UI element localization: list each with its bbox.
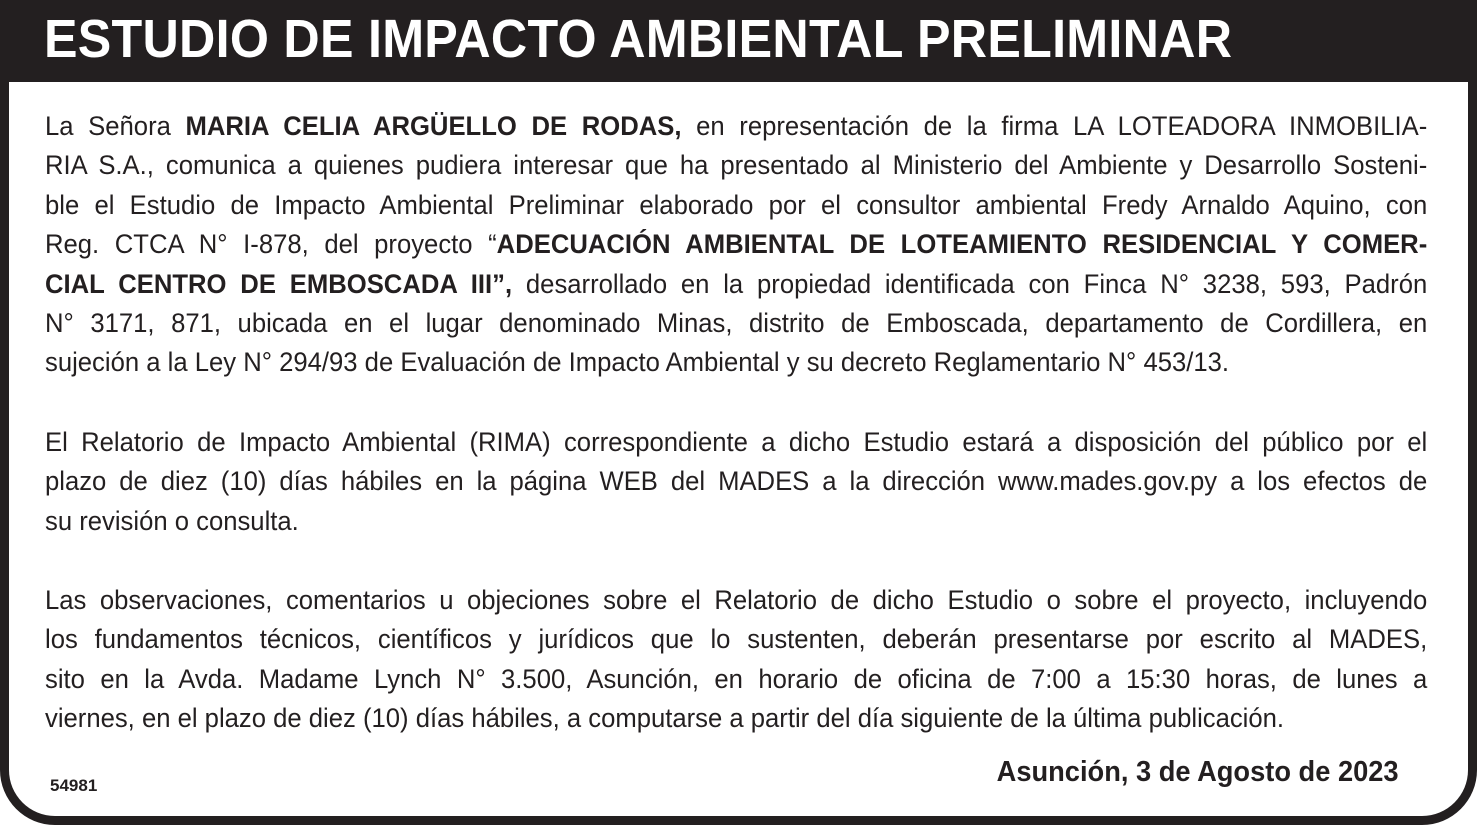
text-line: El Relatorio de Impacto Ambiental (RIMA) correspondiente a dicho Estudio estará a disposición del público por el bbox=[45, 426, 1428, 457]
notice-body bbox=[45, 107, 1427, 779]
text-segment: Reg. CTCA N° I-878, del proyecto “ bbox=[45, 229, 497, 260]
project-name-part-2: CIAL CENTRO DE EMBOSCADA III”, bbox=[45, 268, 513, 299]
reference-number: 54981 bbox=[50, 776, 98, 795]
text-line: su revisión o consulta. bbox=[45, 505, 299, 536]
notice-date: Asunción, 3 de Agosto de 2023 bbox=[997, 756, 1399, 788]
paragraph-rima-availability bbox=[45, 423, 1427, 541]
text-segment: desarrollado en la propiedad identificada con Finca N° 3238, 593, Padrón bbox=[512, 268, 1428, 299]
paragraph-announcement bbox=[45, 107, 1427, 383]
paragraph-observations bbox=[45, 581, 1427, 739]
text-line: sujeción a la Ley N° 294/93 de Evaluación de Impacto Ambiental y su decreto Reglamentario N° 453/13. bbox=[45, 347, 1230, 378]
representative-name: MARIA CELIA ARGÜELLO DE RODAS, bbox=[185, 111, 682, 141]
text-segment: La Señora bbox=[45, 111, 186, 141]
text-line: Las observaciones, comentarios u objeciones sobre el Relatorio de dicho Estudio o sobre el proyecto, incluyendo bbox=[45, 585, 1428, 616]
text-line bbox=[45, 107, 1427, 146]
text-line: ble el Estudio de Impacto Ambiental Preliminar elaborado por el consultor ambiental Fredy Arnaldo Aquino, con bbox=[45, 189, 1428, 220]
text-line: viernes, en el plazo de diez (10) días hábiles, a computarse a partir del día siguiente de la última publicación. bbox=[45, 703, 1285, 734]
text-line bbox=[45, 225, 1427, 264]
text-line: N° 3171, 871, ubicada en el lugar denominado Minas, distrito de Emboscada, departamento de Cordillera, en bbox=[45, 308, 1428, 339]
text-line: plazo de diez (10) días hábiles en la página WEB del MADES a la dirección www.mades.gov.py a los efectos de bbox=[45, 466, 1428, 497]
text-line bbox=[45, 265, 1427, 304]
text-line: RIA S.A., comunica a quienes pudiera interesar que ha presentado al Ministerio del Ambiente y Desarrollo Sosteni- bbox=[45, 150, 1428, 181]
title-bar bbox=[0, 0, 1477, 82]
text-line: los fundamentos técnicos, científicos y jurídicos que lo sustenten, deberán presentarse por escrito al MADES, bbox=[45, 624, 1428, 655]
text-segment: en representación de la firma LA LOTEADORA INMOBILIA- bbox=[681, 111, 1428, 141]
notice-title: ESTUDIO DE IMPACTO AMBIENTAL PRELIMINAR bbox=[44, 9, 1233, 69]
project-name-part-1: ADECUACIÓN AMBIENTAL DE LOTEAMIENTO RESIDENCIAL Y COMER- bbox=[496, 229, 1428, 260]
text-line: sito en la Avda. Madame Lynch N° 3.500, Asunción, en horario de oficina de 7:00 a 15:30 horas, de lunes a bbox=[45, 663, 1428, 694]
